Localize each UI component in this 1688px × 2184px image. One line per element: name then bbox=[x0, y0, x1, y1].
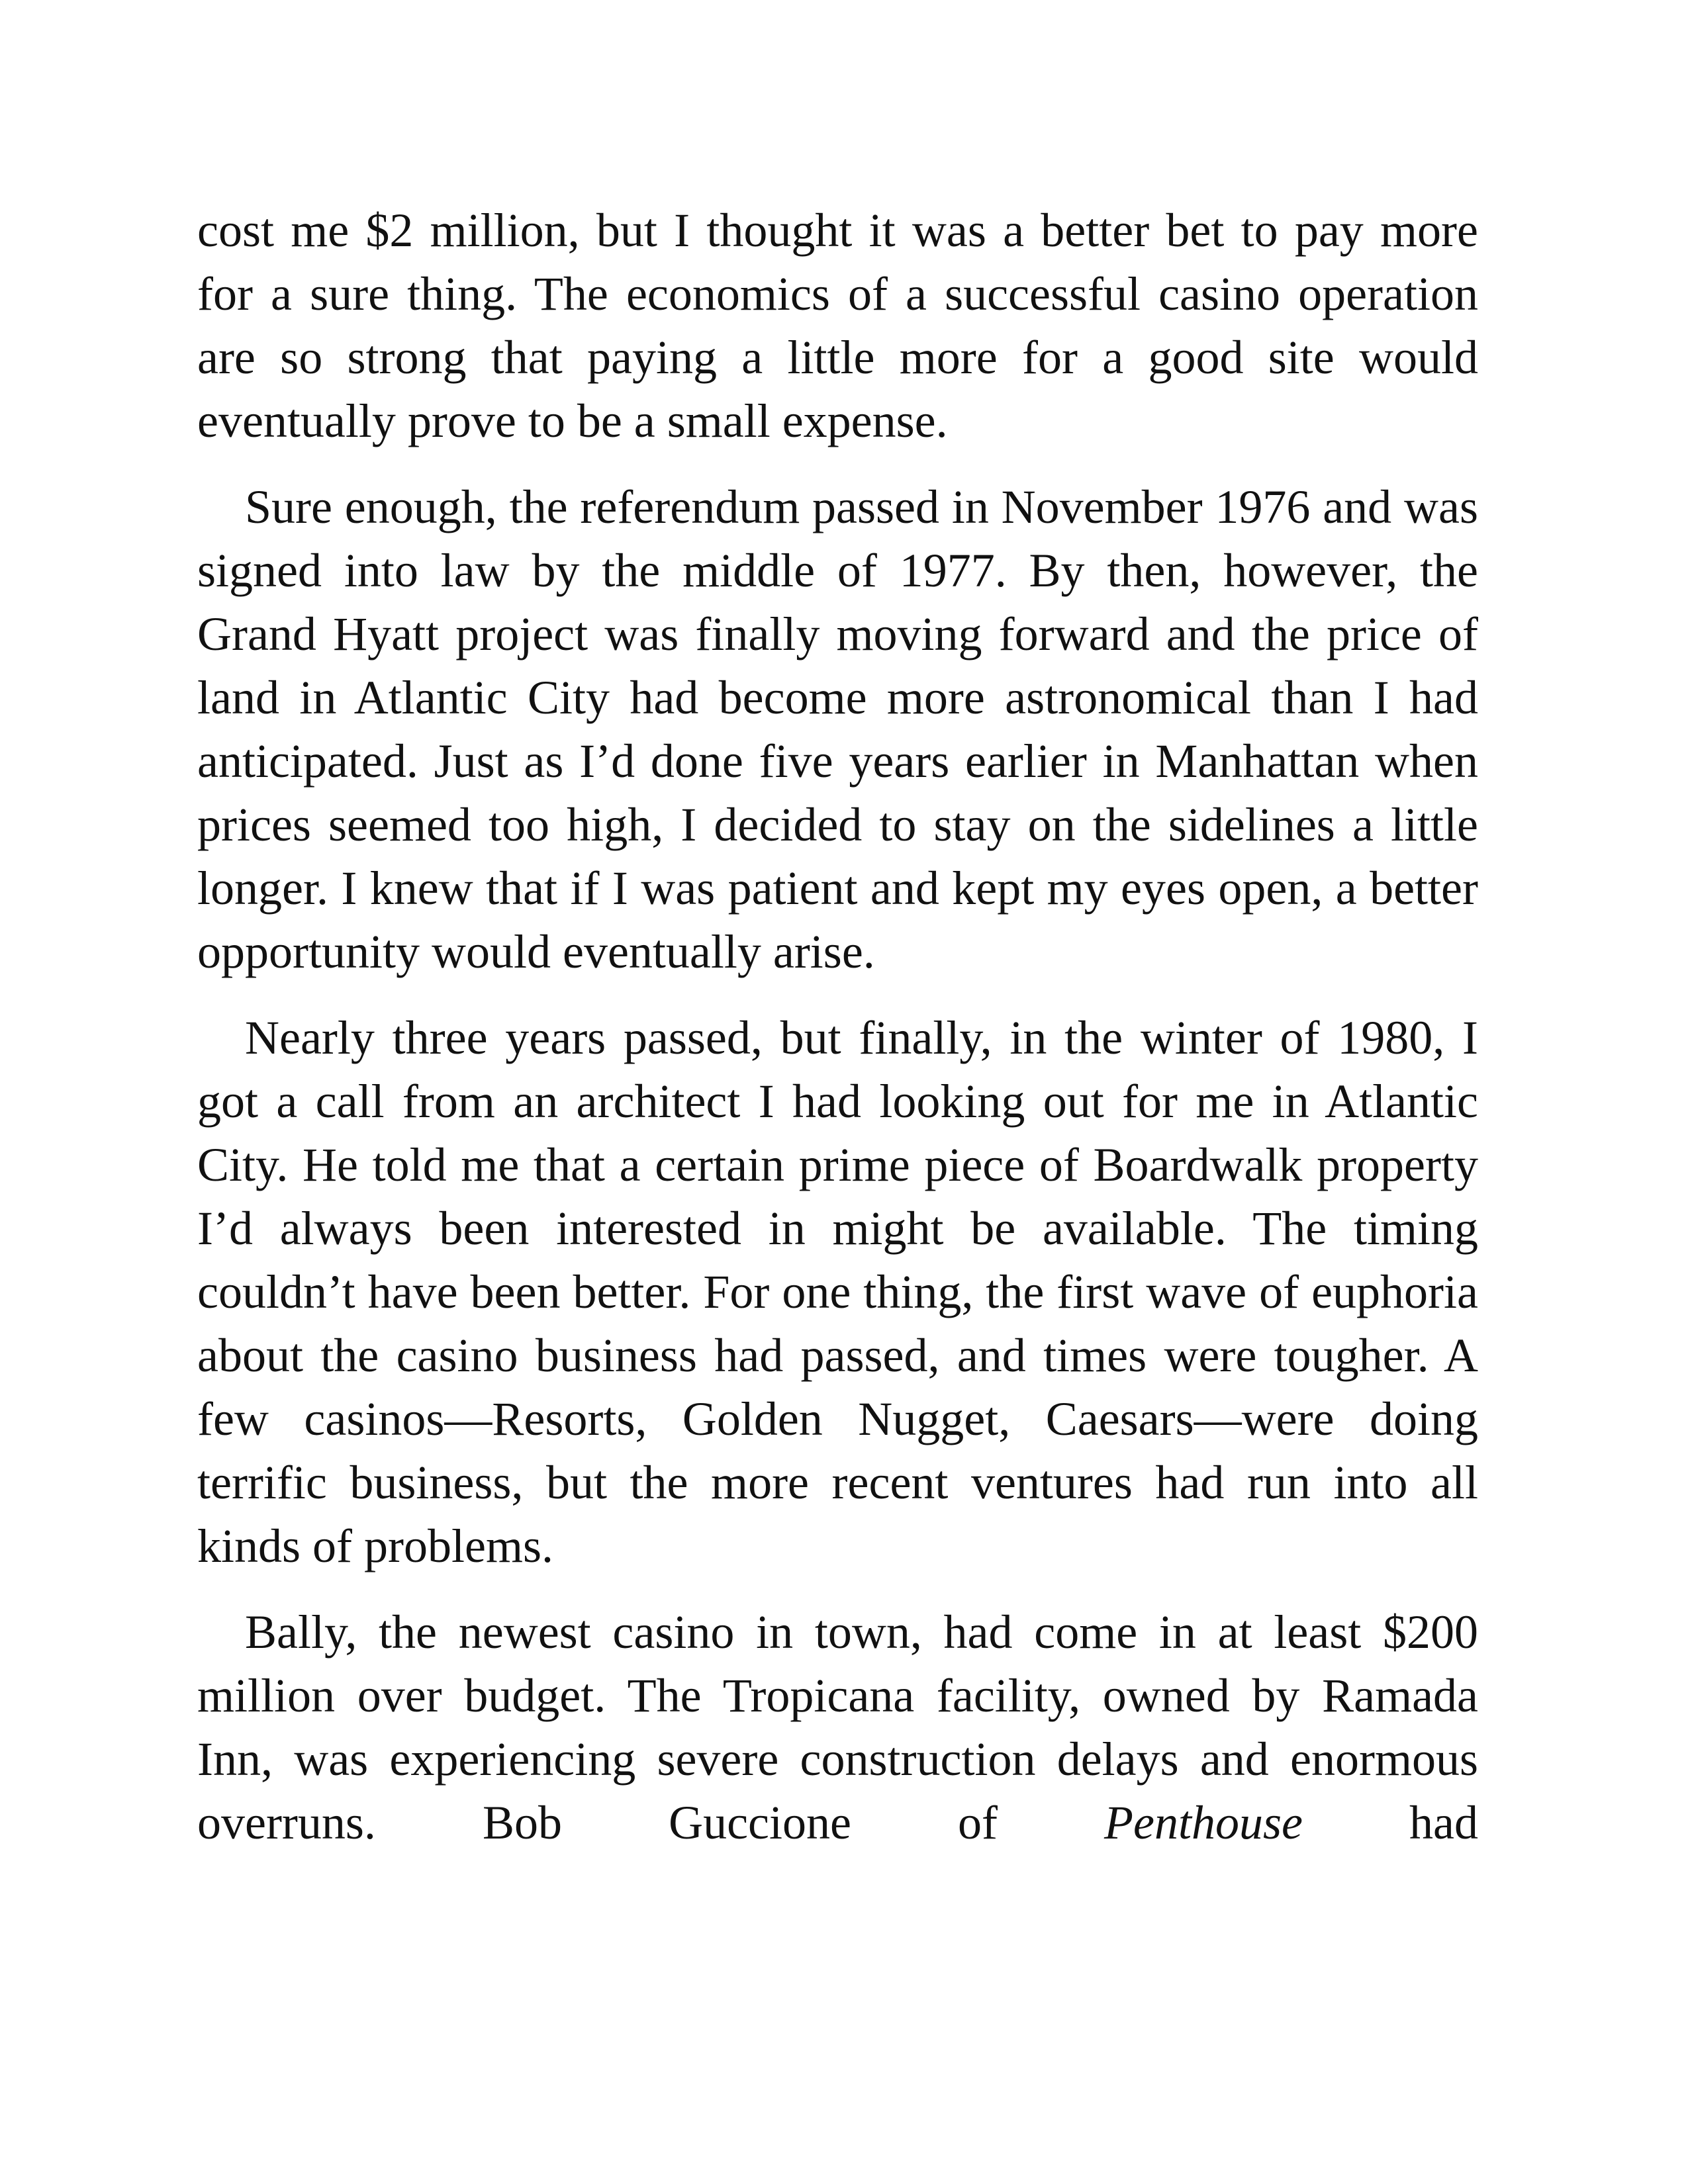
paragraph-1: cost me $2 million, but I thought it was a better bet to pay more for a sure thing. The economics of a successful casino operation are so strong that paying a little more for a good site would eventually prove to be a small expense. bbox=[197, 204, 1478, 447]
paragraph-4 bbox=[197, 1600, 1478, 1854]
publication-title: Penthouse bbox=[1104, 1796, 1303, 1849]
paragraph-4-tail: had bbox=[1302, 1796, 1478, 1849]
paragraph-4-text: Bally, the newest casino in town, had come in at least $200 million over budget. The Tropicana facility, owned by Ramada Inn, was experiencing severe construction delays and enormous overruns. Bob Guccione of bbox=[197, 1606, 1478, 1849]
paragraph-3: Nearly three years passed, but finally, in the winter of 1980, I got a call from an architect I had looking out for me in Atlantic City. He told me that a certain prime piece of Boardwalk property I’d always been interested in might be available. The timing couldn’t have been better. For one thing, the first wave of euphoria about the casino business had passed, and times were tougher. A few casinos—Resorts, Golden Nugget, Caesars—were doing terrific business, but the more recent ventures had run into all kinds of problems. bbox=[197, 1011, 1478, 1572]
book-page bbox=[197, 199, 1478, 1877]
paragraph-2: Sure enough, the referendum passed in November 1976 and was signed into law by the middle of 1977. By then, however, the Grand Hyatt project was finally moving forward and the price of land in Atlantic City had become more astronomical than I had anticipated. Just as I’d done five years earlier in Manhattan when prices seemed too high, I decided to stay on the sidelines a little longer. I knew that if I was patient and kept my eyes open, a better opportunity would eventually arise. bbox=[197, 480, 1478, 978]
